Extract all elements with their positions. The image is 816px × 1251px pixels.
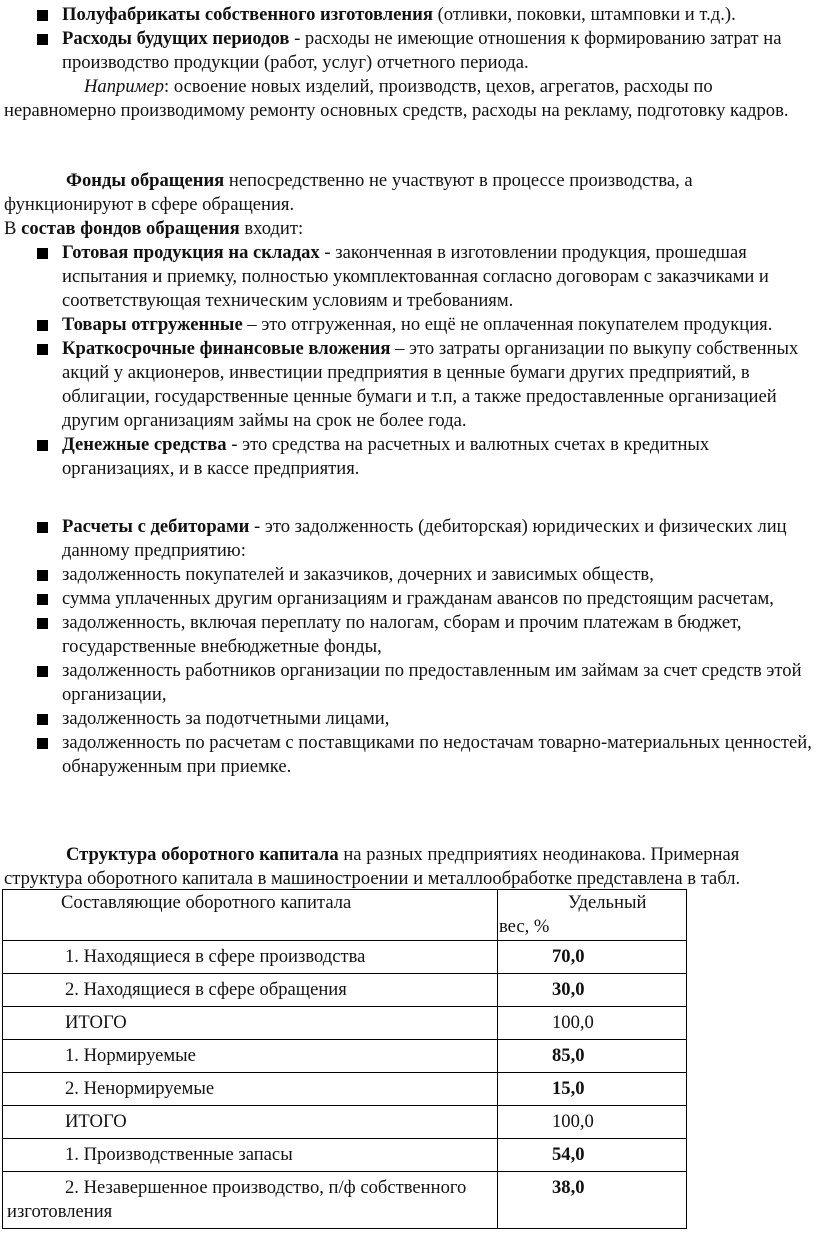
row-value: 70,0 — [552, 946, 585, 967]
term: Готовая продукция на складах — [62, 242, 320, 263]
table-cell-label — [3, 1139, 498, 1172]
table-cell-value — [498, 1106, 687, 1139]
table-cell-value — [498, 1139, 687, 1172]
list-item — [0, 731, 816, 779]
table-cell-value — [498, 1172, 687, 1229]
square-bullet-icon — [37, 320, 48, 331]
square-bullet-icon — [37, 440, 48, 451]
list-item-text: задолженность работников организации по предоставленным им займам за счет средств этой организации, — [62, 660, 802, 705]
table-header-cell — [498, 890, 687, 941]
table-header-row — [3, 890, 687, 941]
definition: непосредственно не участвуют в процессе производства, а функционируют в сфере обращения. — [4, 170, 693, 215]
composition-line — [4, 217, 812, 241]
square-bullet-icon — [37, 714, 48, 725]
example-paragraph — [4, 75, 812, 123]
list-item — [0, 563, 816, 587]
table-cell-label — [3, 1106, 498, 1139]
term: Расчеты с дебиторами — [62, 516, 250, 537]
working-capital-table — [2, 889, 687, 1229]
column-header: Составляющие оборотного капитала — [61, 892, 352, 913]
structure-paragraph — [4, 843, 812, 891]
list-item — [0, 707, 816, 731]
term: состав фондов обращения — [21, 218, 240, 239]
table-row — [3, 1139, 687, 1172]
square-bullet-icon — [37, 248, 48, 259]
top-bullet-list — [0, 3, 816, 75]
list-item-text: задолженность, включая переплату по налогам, сборам и прочим платежам в бюджет, государственные внебюджетные фонды, — [62, 612, 742, 657]
table-cell-label — [3, 1040, 498, 1073]
row-value: 100,0 — [552, 1111, 594, 1132]
row-value: 15,0 — [552, 1078, 585, 1099]
definition: - это средства на расчетных и валютных счетах в кредитных организациях, и в кассе предприятия. — [62, 434, 710, 479]
square-bullet-icon — [37, 618, 48, 629]
square-bullet-icon — [37, 570, 48, 581]
list-item — [0, 313, 816, 337]
definition: на разных предприятиях неодинакова. Примерная структура оборотного капитала в машиностроении и металлообработке представлена в табл. — [4, 844, 741, 889]
table-header-cell — [3, 890, 498, 941]
list-item-text: задолженность по расчетам с поставщиками по недостачам товарно-материальных ценностей, обнаруженным при приемке. — [62, 732, 812, 777]
row-value: 85,0 — [552, 1045, 585, 1066]
row-label: 1. Нормируемые — [65, 1045, 196, 1066]
table-cell-label — [3, 974, 498, 1007]
table-row — [3, 1007, 687, 1040]
table-row — [3, 974, 687, 1007]
table-row — [3, 941, 687, 974]
table-row — [3, 1073, 687, 1106]
table-cell-label — [3, 1073, 498, 1106]
row-label: 1. Производственные запасы — [65, 1144, 293, 1165]
column-header: Удельный — [568, 892, 647, 913]
list-item — [0, 27, 816, 75]
square-bullet-icon — [37, 344, 48, 355]
list-item — [0, 241, 816, 313]
table-cell-label — [3, 1172, 498, 1229]
table-cell-value — [498, 1073, 687, 1106]
funds-paragraph — [4, 169, 812, 217]
table-row — [3, 1172, 687, 1229]
term: Структура оборотного капитала — [66, 844, 339, 865]
table-cell-label — [3, 1007, 498, 1040]
row-value: 54,0 — [552, 1144, 585, 1165]
definition: – это затраты организации по выкупу собственных акций у акционеров, инвестиции предприятия в ценные бумаги других предприятий, в облигации, государственные ценные бумаги и т.п, а также предоставленные организацией другим организациям займы на срок не более года. — [62, 338, 799, 431]
example-text: : освоение новых изделий, производств, цехов, агрегатов, расходы по неравномерно производимому ремонту основных средств, расходы на рекламу, подготовку кадров. — [4, 76, 789, 121]
list-item — [0, 611, 816, 659]
definition: – это отгруженная, но ещё не оплаченная покупателем продукция. — [242, 314, 773, 335]
row-label: 2. Незавершенное производство, п/ф собственного изготовления — [7, 1177, 467, 1222]
list-item — [0, 659, 816, 707]
term: Денежные средства — [62, 434, 227, 455]
row-label: ИТОГО — [65, 1111, 127, 1132]
definition: - это задолженность (дебиторская) юридических и физических лиц данному предприятию: — [62, 516, 787, 561]
list-item-text: задолженность покупателей и заказчиков, дочерних и зависимых обществ, — [62, 564, 654, 585]
row-label: 1. Находящиеся в сфере производства — [65, 946, 366, 967]
definition: - расходы не имеющие отношения к формированию затрат на производство продукции (работ, услуг) отчетного периода. — [62, 28, 782, 73]
list-item — [0, 337, 816, 433]
row-value: 100,0 — [552, 1012, 594, 1033]
column-header-unit: вес, % — [499, 916, 550, 937]
table-cell-value — [498, 1040, 687, 1073]
square-bullet-icon — [37, 738, 48, 749]
term: Фонды обращения — [66, 170, 225, 191]
composition-prefix: В — [4, 218, 22, 239]
square-bullet-icon — [37, 34, 48, 45]
table-cell-value — [498, 941, 687, 974]
funds-bullet-list — [0, 241, 816, 481]
table-row — [3, 1040, 687, 1073]
term: Краткосрочные финансовые вложения — [62, 338, 391, 359]
table-row — [3, 1106, 687, 1139]
list-item-text: задолженность за подотчетными лицами, — [62, 708, 390, 729]
composition-suffix: входит: — [239, 218, 304, 239]
term: Полуфабрикаты собственного изготовления — [62, 4, 433, 25]
square-bullet-icon — [37, 522, 48, 533]
table-cell-value — [498, 974, 687, 1007]
definition: - законченная в изготовлении продукция, прошедшая испытания и приемку, полностью укомплектованная согласно договорам с заказчиками и соответствующая техническим условиям и требованиям. — [62, 242, 769, 311]
term: Товары отгруженные — [62, 314, 243, 335]
example-label: Например — [84, 76, 165, 97]
list-item-text: сумма уплаченных другим организациям и гражданам авансов по предстоящим расчетам, — [62, 588, 774, 609]
list-item — [0, 515, 816, 563]
square-bullet-icon — [37, 594, 48, 605]
row-label: 2. Ненормируемые — [65, 1078, 215, 1099]
list-item — [0, 587, 816, 611]
row-value: 30,0 — [552, 979, 585, 1000]
row-label: ИТОГО — [65, 1012, 127, 1033]
list-item — [0, 3, 816, 27]
list-item — [0, 433, 816, 481]
term: Расходы будущих периодов — [62, 28, 290, 49]
square-bullet-icon — [37, 10, 48, 21]
row-label: 2. Находящиеся в сфере обращения — [65, 979, 347, 1000]
table-cell-value — [498, 1007, 687, 1040]
debtors-list — [0, 515, 816, 779]
definition: (отливки, поковки, штамповки и т.д.). — [432, 4, 736, 25]
square-bullet-icon — [37, 666, 48, 677]
table-cell-label — [3, 941, 498, 974]
row-value: 38,0 — [552, 1177, 585, 1198]
